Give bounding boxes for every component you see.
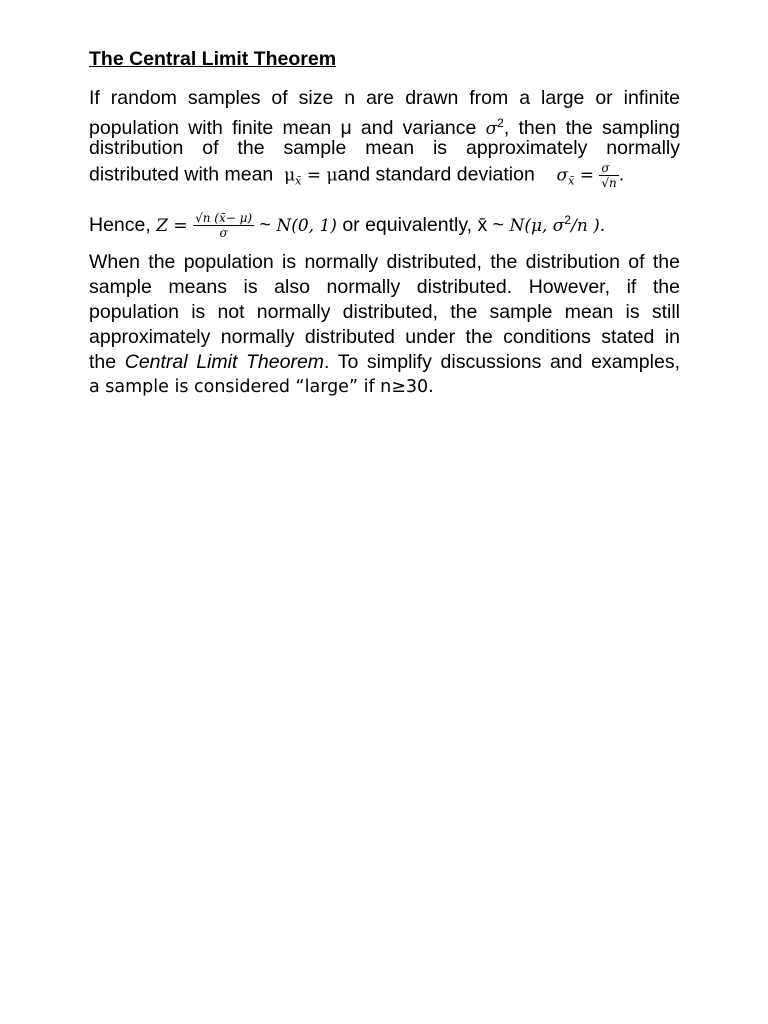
tilde: ~ [254,214,277,236]
z-equals: Z = [156,216,194,236]
sampling-distribution: N(μ, σ [509,216,565,236]
superscript: 2 [564,213,572,227]
paragraph-line [89,161,680,190]
sampling-distribution-end: /n ). [571,216,606,236]
subscript: x̄ [568,174,575,188]
equals-sign: = [574,165,600,186]
standard-normal: N(0, 1) [276,216,337,236]
paragraph-line [89,350,680,375]
mu-symbol: μ [284,165,296,186]
paragraph-line: distribution of the sample mean is approximately normally [89,137,680,159]
text-run: and standard deviation [337,163,541,186]
fraction-denominator: σ [219,226,228,241]
fraction-numerator: √n (x̄− μ) [195,211,253,226]
page-title: The Central Limit Theorem [89,48,337,70]
text-run: , then the sampling [503,117,680,139]
paragraph-line: sample means is also normally distributed. However, if the [89,276,680,298]
sigma-over-root-n [599,161,618,190]
paragraph-line [89,111,680,139]
explanation-paragraph [89,250,680,400]
fraction-numerator: σ [599,161,618,176]
text-run: population with finite mean μ and variance [89,117,486,139]
theorem-name: Central Limit Theorem [124,351,325,373]
sigma-symbol: σ [556,165,569,186]
paragraph-line: population is not normally distributed, the sample mean is still [89,301,680,323]
sigma-symbol: σ [485,119,498,139]
fraction-denominator: √n [601,176,617,190]
equals-mu: = μ [301,165,338,186]
subscript: x̄ [295,174,302,188]
text-run: the [89,351,125,373]
paragraph-line: If random samples of size n are drawn from a large or infinite [89,87,680,109]
large-sample-rule: a sample is considered “large” if n≥30. [89,377,434,397]
text-run: . To simplify discussions and examples, [324,351,680,373]
z-fraction [193,211,254,240]
paragraph-line: When the population is normally distributed, the distribution of the [89,251,680,273]
superscript: 2 [497,116,504,130]
z-formula-line [89,203,606,241]
text-run: distributed with mean [89,163,279,186]
paragraph-line: approximately normally distributed under the conditions stated in [89,326,680,348]
text-run: . [618,163,625,186]
theorem-paragraph [89,86,680,190]
text-run: Hence, [89,214,157,236]
text-run: or equivalently, x̄ ~ [336,214,510,236]
